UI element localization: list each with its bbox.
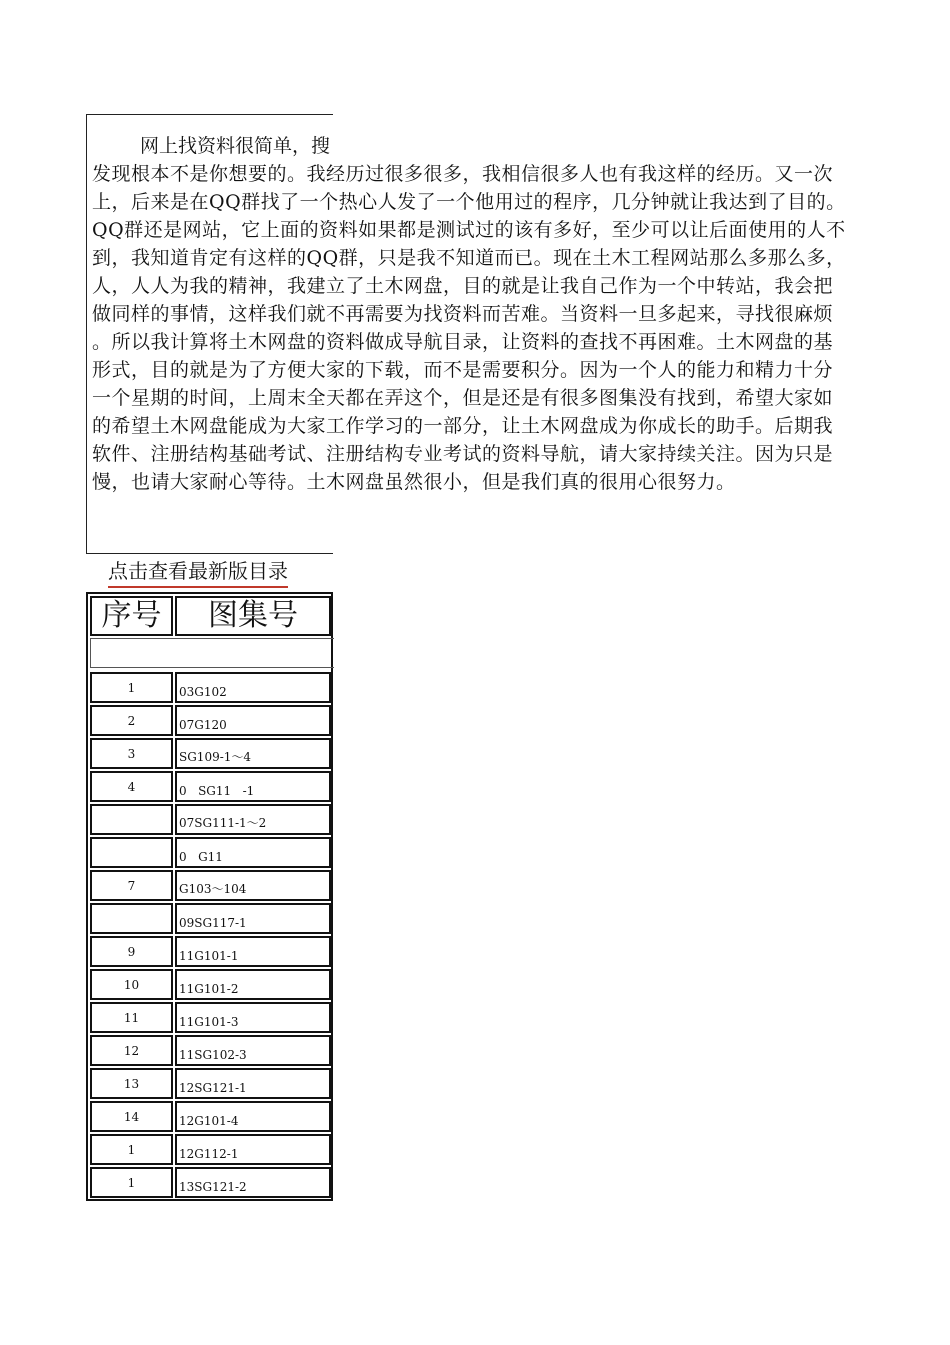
table-cell-serial bbox=[90, 837, 173, 868]
intro-line: 发现根本不是你想要的。我经历过很多很多，我相信很多人也有我这样的经历。又一次 bbox=[92, 163, 834, 185]
table-cell-atlas-code: 07SG111-1～2 bbox=[175, 804, 331, 835]
table-cell-serial: 4 bbox=[90, 771, 173, 802]
table-cell-atlas-code: 11G101-3 bbox=[175, 1002, 331, 1033]
table-cell-atlas-code: 11SG102-3 bbox=[175, 1035, 331, 1066]
header-serial-number: 序号 bbox=[90, 596, 173, 636]
intro-line: 人，人人为我的精神，我建立了土木网盘，目的就是让我自己作为一个中转站，我会把 bbox=[92, 275, 834, 297]
atlas-table bbox=[86, 592, 333, 1201]
table-cell-serial: 10 bbox=[90, 969, 173, 1000]
latest-catalog-link[interactable]: 点击查看最新版目录 bbox=[108, 556, 288, 588]
header-atlas-number: 图集号 bbox=[175, 596, 331, 636]
intro-line: 上，后来是在QQ群找了一个热心人发了一个他用过的程序，几分钟就让我达到了目的。 bbox=[92, 191, 846, 213]
intro-line: 到，我知道肯定有这样的QQ群，只是我不知道而已。现在土木工程网站那么多那么多， bbox=[92, 247, 846, 269]
intro-line: 的希望土木网盘能成为大家工作学习的一部分，让土木网盘成为你成长的助手。后期我 bbox=[92, 415, 834, 437]
table-cell-serial: 1 bbox=[90, 672, 173, 703]
table-cell-atlas-code: G103～104 bbox=[175, 870, 331, 901]
intro-line: 形式，目的就是为了方便大家的下载，而不是需要积分。因为一个人的能力和精力十分 bbox=[92, 359, 834, 381]
table-cell-serial: 9 bbox=[90, 936, 173, 967]
table-cell-atlas-code: 12SG121-1 bbox=[175, 1068, 331, 1099]
intro-line: 。所以我计算将土木网盘的资料做成导航目录，让资料的查找不再困难。土木网盘的基 bbox=[92, 331, 834, 353]
table-cell-atlas-code: 13SG121-2 bbox=[175, 1167, 331, 1198]
intro-line: QQ群还是网站，它上面的资料如果都是测试过的该有多好，至少可以让后面使用的人不 bbox=[92, 219, 846, 241]
table-cell-atlas-code: 12G101-4 bbox=[175, 1101, 331, 1132]
table-cell-atlas-code: 0 SG11 -1 bbox=[175, 771, 331, 802]
table-cell-atlas-code: 11G101-2 bbox=[175, 969, 331, 1000]
table-cell-serial: 13 bbox=[90, 1068, 173, 1099]
table-cell-atlas-code: 03G102 bbox=[175, 672, 331, 703]
table-cell-serial: 1 bbox=[90, 1134, 173, 1165]
intro-first-line: 网上找资料很简单，搜 bbox=[140, 135, 331, 157]
table-blank-row bbox=[90, 638, 334, 668]
table-cell-serial: 11 bbox=[90, 1002, 173, 1033]
table-cell-serial bbox=[90, 804, 173, 835]
table-cell-atlas-code: 11G101-1 bbox=[175, 936, 331, 967]
table-cell-serial: 1 bbox=[90, 1167, 173, 1198]
table-cell-serial: 12 bbox=[90, 1035, 173, 1066]
table-cell-atlas-code: SG109-1～4 bbox=[175, 738, 331, 769]
table-cell-serial: 14 bbox=[90, 1101, 173, 1132]
table-cell-atlas-code: 12G112-1 bbox=[175, 1134, 331, 1165]
table-cell-serial: 7 bbox=[90, 870, 173, 901]
intro-line: 慢，也请大家耐心等待。土木网盘虽然很小，但是我们真的很用心很努力。 bbox=[92, 471, 736, 493]
intro-line: 做同样的事情，这样我们就不再需要为找资料而苦难。当资料一旦多起来，寻找很麻烦 bbox=[92, 303, 834, 325]
intro-paragraph bbox=[92, 160, 950, 496]
table-cell-atlas-code: 09SG117-1 bbox=[175, 903, 331, 934]
intro-line: 一个星期的时间，上周末全天都在弄这个，但是还是有很多图集没有找到，希望大家如 bbox=[92, 387, 834, 409]
table-cell-serial: 3 bbox=[90, 738, 173, 769]
table-cell-serial bbox=[90, 903, 173, 934]
table-cell-atlas-code: 0 G11 bbox=[175, 837, 331, 868]
intro-line: 软件、注册结构基础考试、注册结构专业考试的资料导航，请大家持续关注。因为只是 bbox=[92, 443, 834, 465]
table-cell-serial: 2 bbox=[90, 705, 173, 736]
table-cell-atlas-code: 07G120 bbox=[175, 705, 331, 736]
